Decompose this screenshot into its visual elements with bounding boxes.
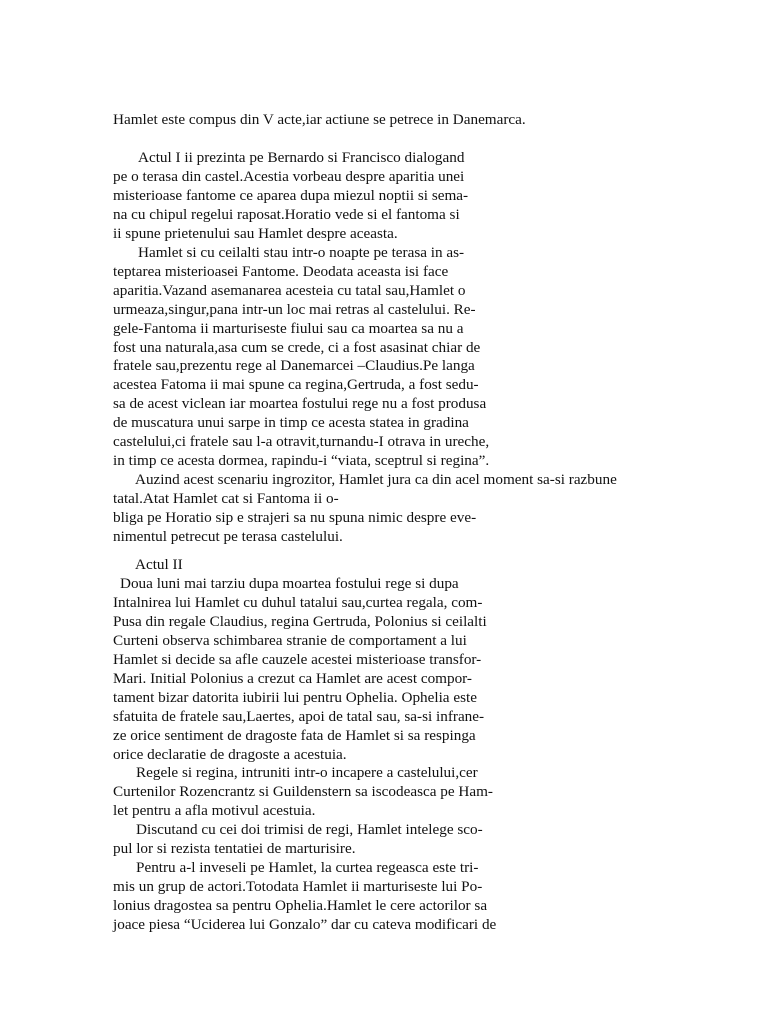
act-1-line: nimentul petrecut pe terasa castelului. bbox=[113, 528, 343, 545]
act-1-line: tatal.Atat Hamlet cat si Fantoma ii o- bbox=[113, 490, 339, 507]
act-2-line: Discutand cu cei doi trimisi de regi, Hamlet intelege sco- bbox=[136, 821, 483, 838]
act-1-line: castelului,ci fratele sau l-a otravit,turnandu-I otrava in ureche, bbox=[113, 433, 490, 450]
act-2-line: pul lor si rezista tentatiei de marturisire. bbox=[113, 840, 356, 857]
act-1-line: fratele sau,prezentu rege al Danemarcei –Claudius.Pe langa bbox=[113, 357, 475, 374]
act-2-line: Curteni observa schimbarea stranie de comportament a lui bbox=[113, 632, 467, 649]
intro-line: Hamlet este compus din V acte,iar actiune se petrece in Danemarca. bbox=[113, 111, 526, 128]
act-1-line: Hamlet si cu ceilalti stau intr-o noapte pe terasa in as- bbox=[138, 244, 465, 261]
act-2-line: Hamlet si decide sa afle cauzele acestei misterioase transfor- bbox=[113, 651, 482, 668]
act-1-line: gele-Fantoma ii marturiseste fiului sau ca moartea sa nu a bbox=[113, 320, 464, 337]
act-2-line: mis un grup de actori.Totodata Hamlet ii marturiseste lui Po- bbox=[113, 878, 483, 895]
act-2-line: Doua luni mai tarziu dupa moartea fostului rege si dupa bbox=[120, 575, 459, 592]
act-1-line: acestea Fatoma ii mai spune ca regina,Gertruda, a fost sedu- bbox=[113, 376, 479, 393]
act-2-line: Pusa din regale Claudius, regina Gertruda, Polonius si ceilalti bbox=[113, 613, 487, 630]
act-2-line: joace piesa “Uciderea lui Gonzalo” dar cu cateva modificari de bbox=[113, 916, 497, 933]
act-2-line: Actul II bbox=[135, 556, 183, 573]
act-1-line: sa de acest viclean iar moartea fostului rege nu a fost produsa bbox=[113, 395, 487, 412]
act-1-line: teptarea misterioasei Fantome. Deodata aceasta isi face bbox=[113, 263, 449, 280]
act-2-line: Pentru a-l inveseli pe Hamlet, la curtea regeasca este tri- bbox=[136, 859, 479, 876]
act-2-line: Regele si regina, intruniti intr-o incapere a castelului,cer bbox=[136, 764, 478, 781]
act-2-line: Intalnirea lui Hamlet cu duhul tatalui sau,curtea regala, com- bbox=[113, 594, 483, 611]
act-2-line: Mari. Initial Polonius a crezut ca Hamlet are acest compor- bbox=[113, 670, 472, 687]
act-1-line: Actul I ii prezinta pe Bernardo si Francisco dialogand bbox=[138, 149, 465, 166]
act-2-line: orice declaratie de dragoste a acestuia. bbox=[113, 746, 347, 763]
act-1-line: na cu chipul regelui raposat.Horatio vede si el fantoma si bbox=[113, 206, 460, 223]
act-1-line: urmeaza,singur,pana intr-un loc mai retras al castelului. Re- bbox=[113, 301, 476, 318]
act-2-line: let pentru a afla motivul acestuia. bbox=[113, 802, 316, 819]
act-2-line: ze orice sentiment de dragoste fata de Hamlet si sa respinga bbox=[113, 727, 476, 744]
act-1-line: in timp ce acesta dormea, rapindu-i “viata, sceptrul si regina”. bbox=[113, 452, 490, 469]
act-1-line: pe o terasa din castel.Acestia vorbeau despre aparitia unei bbox=[113, 168, 465, 185]
act-2-line: tament bizar datorita iubirii lui pentru Ophelia. Ophelia este bbox=[113, 689, 477, 706]
act-1-line: ii spune prietenului sau Hamlet despre aceasta. bbox=[113, 225, 398, 242]
act-1-line: fost una naturala,asa cum se crede, ci a fost asasinat chiar de bbox=[113, 339, 481, 356]
act-1-line: Auzind acest scenariu ingrozitor, Hamlet jura ca din acel moment sa-si razbune bbox=[135, 471, 617, 488]
act-1-line: misterioase fantome ce aparea dupa miezul noptii si sema- bbox=[113, 187, 469, 204]
act-1-line: de muscatura unui sarpe in timp ce acesta statea in gradina bbox=[113, 414, 469, 431]
act-1-line: bliga pe Horatio sip e strajeri sa nu spuna nimic despre eve- bbox=[113, 509, 477, 526]
act-2-line: Curtenilor Rozencrantz si Guildenstern sa iscodeasca pe Ham- bbox=[113, 783, 493, 800]
act-2-line: sfatuita de fratele sau,Laertes, apoi de tatal sau, sa-si infrane- bbox=[113, 708, 485, 725]
act-1-line: aparitia.Vazand asemanarea acesteia cu tatal sau,Hamlet o bbox=[113, 282, 466, 299]
act-2-line: lonius dragostea sa pentru Ophelia.Hamlet le cere actorilor sa bbox=[113, 897, 488, 914]
